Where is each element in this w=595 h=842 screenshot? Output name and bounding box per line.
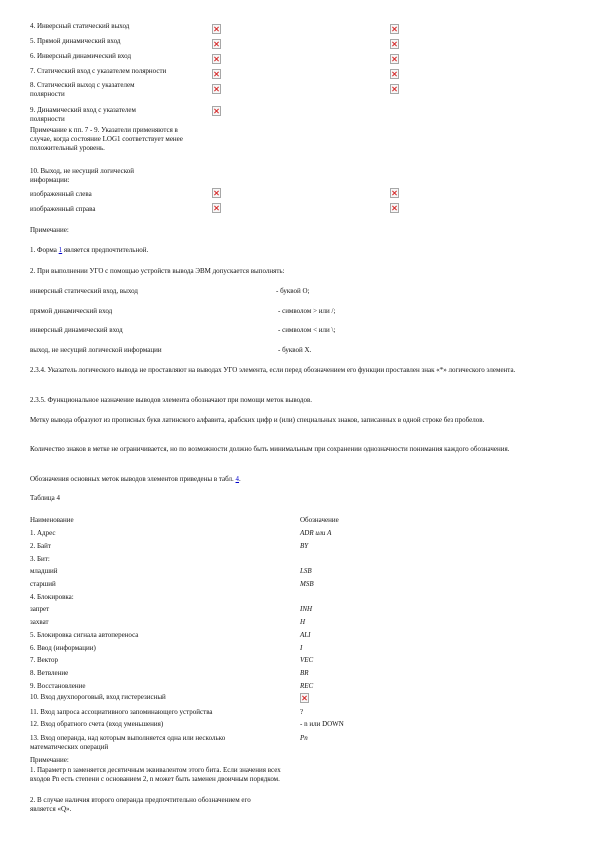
paragraph: Метку вывода образуют из прописных букв латинского алфавита, арабских цифр и (или) специальных знаков, записанных в одной строке без пробелов. (30, 416, 485, 424)
list-item: инверсный статический вход, выход - буквой О; (30, 287, 310, 295)
note-2: 2. В случае наличия второго операнда предпочтительно обозначением его является «Q». (30, 796, 251, 813)
broken-image-icon (390, 84, 399, 94)
broken-image-icon (212, 203, 221, 213)
note-2: 2. При выполнении УГО с помощью устройств вывода ЭВМ допускается выполнять: (30, 267, 285, 275)
paragraph: Обозначения основных меток выводов элементов приведены в табл. 4. (30, 475, 241, 483)
broken-image-icon (390, 39, 399, 49)
notes-heading: Примечание: (30, 226, 69, 234)
broken-image-icon (212, 24, 221, 34)
broken-image-icon (390, 69, 399, 79)
broken-image-icon (390, 24, 399, 34)
paragraph: 2.3.4. Указатель логического вывода не проставляют на выводах УГО элемента, если перед обозначением его функции проставлен знак «*» логического элемента. (30, 366, 516, 374)
list-item: прямой динамический вход - символом > или /; (30, 307, 336, 315)
row-label: 7. Статический вход с указателем полярности (30, 67, 167, 75)
row-label: 6. Инверсный динамический вход (30, 52, 132, 60)
broken-image-icon (212, 69, 221, 79)
row-label: изображенный справа (30, 205, 96, 213)
broken-image-icon (212, 54, 221, 64)
broken-image-icon (390, 203, 399, 213)
note-1: 1. Форма 1 является предпочтительной. (30, 246, 149, 254)
column-header: Наименование (30, 516, 74, 524)
table-caption: Таблица 4 (30, 494, 60, 502)
list-item: инверсный динамический вход - символом < или \; (30, 326, 336, 334)
notes-heading: Примечание: (30, 756, 69, 764)
document-page: 4. Инверсный статический выход 5. Прямой динамический вход 6. Инверсный динамический вход 7. Статический вход с указателем полярности 8. Статический выход с указателем полярности 9. Динамический вход с указателем полярности Примечание к пп. 7 - 9. Указатели применяются в случае, когда состояние LOG1 соответствует менее положительный уровень. 10. Выход, не несущий логической информации: изображенный слева изображенный справа Примечание: 1. Форма 1 является предпочтительной. 2. При выполнении УГО с помощью устройств вывода ЭВМ допускается выполнять: инверсный статический вход, выход - буквой О; прямой динамический вход - символом > или /; инверсный динамический вход - символом < или \; выход, не несущий логической информации - буквой Х. 2.3.4. Указатель логического вывода не проставляют на выводах УГО элемента, если перед обозначением его функции проставлен знак «*» логического элемента. 2.3.5. Функциональное назначение выводов элемента обозначают при помощи меток выводов. Метку вывода образуют из прописных букв латинского алфавита, арабских цифр и (или) специальных знаков, записанных в одной строке без пробелов. Количество знаков в метке не ограничивается, но по возможности должно быть минимальным при сохранении однозначности понимания каждого обозначения. Обозначения основных меток выводов элементов приведены в табл. 4. Таблица 4 Наименование Обозначение 1. Адрес ADR или A 2. Байт BY 3. Бит: младший LSB старший MSB 4. Блокировка: запрет INH захват H 5. Блокировка сигнала автопереноса ALI 6. Ввод (информации) I 7. Вектор VEC 8. Ветвление BR 9. Восстановление REC 10. Вход двухпороговый, вход гистерезисный 11. Вход запроса ассоциативного запоминающего устройства ? 12. Вход обратного счета (вход уменьшения) - n или DOWN 13. Вход операнда, над которым выполняется одна или несколько математических операций Pn Примечание: 1. Параметр n заменяется десятичным эквивалентом этого бита. Если значения всех входов Pn есть степени с основанием 2, n может быть заменен двоичным порядком. 2. В случае наличия второго операнда предпочтительно обозначением его является «Q». (0, 0, 595, 842)
broken-image-icon (212, 106, 221, 116)
broken-image-icon (390, 188, 399, 198)
form-link[interactable]: 1 (58, 246, 63, 254)
table-link[interactable]: 4 (235, 475, 240, 483)
broken-image-icon (212, 188, 221, 198)
broken-image-icon (390, 54, 399, 64)
broken-image-icon (212, 39, 221, 49)
row-label: 4. Инверсный статический выход (30, 22, 130, 30)
row-label: 9. Динамический вход с указателем полярности (30, 106, 136, 123)
row-label: 5. Прямой динамический вход (30, 37, 121, 45)
row-label: Примечание к пп. 7 - 9. Указатели применяются в случае, когда состояние LOG1 соответствует менее положительный уровень. (30, 126, 183, 152)
paragraph: Количество знаков в метке не ограничивается, но по возможности должно быть минимальным при сохранении однозначности понимания каждого обозначения. (30, 445, 510, 453)
list-item: выход, не несущий логической информации - буквой Х. (30, 346, 312, 354)
broken-image-icon (212, 84, 221, 94)
broken-image-icon (300, 693, 309, 703)
column-header: Обозначение (300, 516, 339, 524)
row-label: 10. Выход, не несущий логической информации: (30, 167, 135, 184)
note-1: 1. Параметр n заменяется десятичным эквивалентом этого бита. Если значения всех входов Pn есть степени с основанием 2, n может быть заменен двоичным порядком. (30, 766, 281, 783)
paragraph: 2.3.5. Функциональное назначение выводов элемента обозначают при помощи меток выводов. (30, 396, 313, 404)
row-label: изображенный слева (30, 190, 92, 198)
row-label: 8. Статический выход с указателем полярности (30, 81, 135, 98)
